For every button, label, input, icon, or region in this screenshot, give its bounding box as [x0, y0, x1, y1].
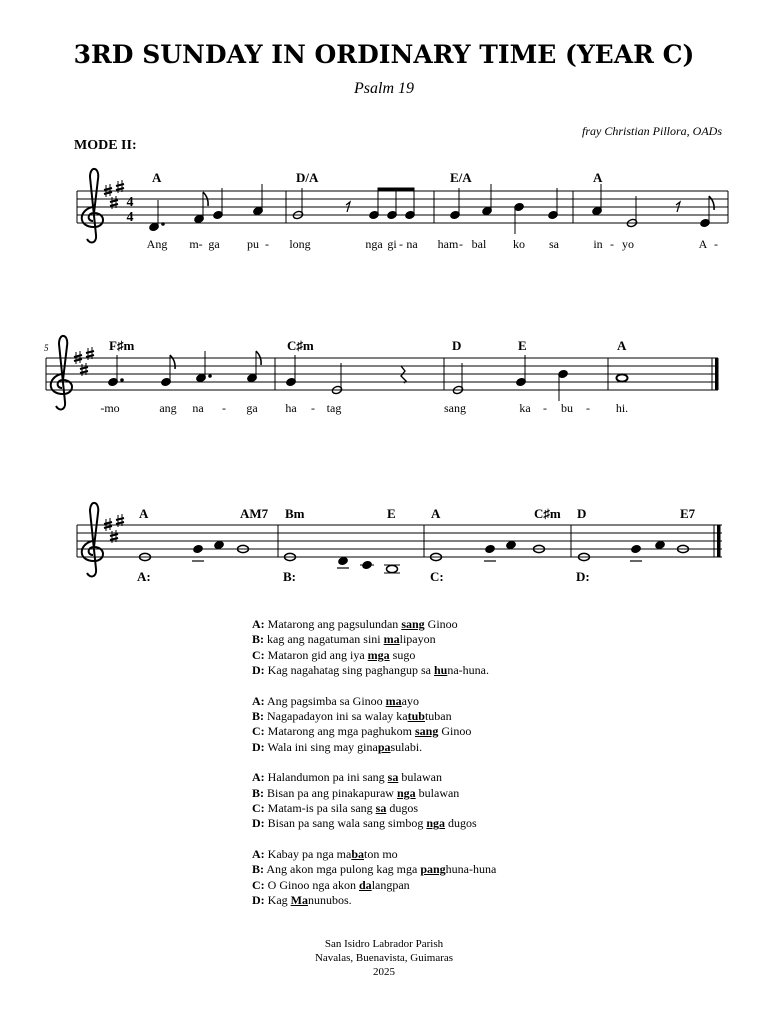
- svg-text:-mo: -mo: [100, 401, 120, 415]
- verse-label: B:: [283, 569, 296, 584]
- svg-text:bal: bal: [471, 237, 487, 251]
- psalm-verses: [252, 617, 496, 924]
- chord-symbol: E: [387, 506, 396, 521]
- page-title: 3RD SUNDAY IN ORDINARY TIME (YEAR C): [73, 40, 695, 69]
- treble-clef-icon: [82, 169, 103, 243]
- verse-line: [252, 663, 496, 678]
- verse-line-label: A:: [252, 693, 265, 708]
- verse-text: nunubos.: [308, 893, 352, 908]
- underlined-syllable: sang: [414, 724, 439, 739]
- verse-line: [252, 801, 496, 816]
- verse-text: Matam-is pa sila sang: [264, 801, 376, 816]
- svg-text:-: -: [610, 237, 614, 251]
- underlined-syllable: Ma: [290, 893, 308, 908]
- key-signature: [104, 180, 124, 209]
- svg-text:m-: m-: [189, 237, 203, 251]
- svg-text:ga: ga: [208, 237, 220, 251]
- svg-text:-: -: [586, 401, 590, 415]
- verse-text: lipayon: [399, 632, 436, 647]
- verse-line-label: D:: [252, 663, 265, 678]
- verse-text: Bisan pa ang pinakapuraw: [264, 785, 397, 800]
- verse-text: Matarong ang pagsulundan: [264, 617, 402, 631]
- underlined-syllable: nga: [426, 816, 446, 831]
- svg-text:ga: ga: [246, 401, 258, 415]
- verse-text: Ang akon mga pulong kag mga: [264, 862, 421, 877]
- chord-symbol: Bm: [285, 506, 305, 521]
- chord-symbol: C♯m: [287, 338, 314, 353]
- staff-system-3: [77, 503, 722, 584]
- verse-line: [252, 878, 496, 893]
- underlined-syllable: sang: [401, 617, 425, 631]
- svg-text:-: -: [714, 237, 718, 251]
- underlined-syllable: da: [359, 877, 372, 892]
- underlined-syllable: tub: [407, 709, 425, 724]
- verse-text: ayo: [401, 693, 419, 708]
- verse-text: tuban: [424, 709, 452, 724]
- svg-text:tag: tag: [326, 401, 342, 415]
- measure-number: 5: [44, 343, 49, 353]
- chord-symbol: D/A: [296, 170, 319, 185]
- svg-text:bu: bu: [561, 401, 573, 415]
- chord-symbol: D: [577, 506, 587, 521]
- svg-text:long: long: [289, 237, 311, 251]
- svg-text:4: 4: [126, 210, 134, 225]
- verse-text: huna-huna: [445, 862, 497, 877]
- svg-text:ha: ha: [285, 401, 297, 415]
- verse-text: Mataron gid ang iya: [264, 647, 368, 662]
- staff-lines: [46, 358, 718, 390]
- verse-text: Wala ini sing may gina: [264, 739, 378, 754]
- verse-text: Kag: [264, 893, 291, 908]
- svg-text:-: -: [265, 237, 269, 251]
- svg-text:sa: sa: [549, 237, 559, 251]
- chord-symbols: [152, 170, 603, 185]
- verse-line-label: C:: [252, 801, 265, 816]
- verse-text: sulabi.: [390, 739, 423, 754]
- svg-text:na: na: [192, 401, 204, 415]
- svg-text:-: -: [459, 237, 463, 251]
- underlined-syllable: pa: [377, 739, 391, 754]
- chord-symbol: E/A: [450, 170, 472, 185]
- underlined-syllable: pang: [420, 862, 446, 877]
- page-footer: [0, 937, 768, 979]
- verse-stanza: [252, 770, 496, 832]
- verse-line: [252, 694, 496, 709]
- staff-system-1: [77, 169, 728, 251]
- lyrics: [100, 401, 628, 415]
- svg-text:pu: pu: [247, 237, 259, 251]
- verse-line: [252, 648, 496, 663]
- chord-symbol: C♯m: [534, 506, 561, 521]
- verse-line: [252, 847, 496, 862]
- chord-symbol: A: [152, 170, 162, 185]
- underlined-syllable: sa: [387, 770, 399, 785]
- time-signature: [127, 195, 134, 225]
- verse-line-label: A:: [252, 846, 265, 861]
- verse-line-label: D:: [252, 893, 265, 908]
- verse-text: Ginoo: [424, 617, 458, 631]
- svg-text:-: -: [311, 401, 315, 415]
- underlined-syllable: ba: [351, 846, 364, 861]
- svg-text:ang: ang: [159, 401, 177, 415]
- svg-text:ham: ham: [437, 237, 459, 251]
- verse-line: [252, 893, 496, 908]
- svg-text:ko: ko: [513, 237, 525, 251]
- chord-symbol: A: [139, 506, 149, 521]
- underlined-syllable: nga: [396, 785, 416, 800]
- mode-label: MODE II:: [74, 138, 137, 153]
- svg-text:ka: ka: [519, 401, 531, 415]
- svg-text:Ang: Ang: [146, 237, 168, 251]
- final-barline: [715, 358, 719, 390]
- verse-line: [252, 862, 496, 877]
- verse-text: kag ang nagatuman sini: [264, 632, 384, 647]
- chord-symbol: D: [452, 338, 462, 353]
- page-subtitle: Psalm 19: [354, 80, 414, 97]
- verse-line-label: C:: [252, 724, 265, 739]
- svg-text:gi: gi: [387, 237, 397, 251]
- verse-text: Bisan pa sang wala sang simbog: [264, 816, 427, 831]
- staff-lines: [77, 525, 722, 557]
- verse-text: Nagapadayon ini sa walay ka: [264, 709, 408, 724]
- verse-line: [252, 632, 496, 647]
- verse-line-label: A:: [252, 617, 265, 631]
- verse-text: dugos: [445, 816, 477, 831]
- svg-text:yo: yo: [622, 237, 634, 251]
- verse-line-label: B:: [252, 862, 264, 877]
- chord-symbol: A: [431, 506, 441, 521]
- verse-stanza: [252, 847, 496, 909]
- verse-line: [252, 617, 496, 632]
- verse-line-label: B:: [252, 709, 264, 724]
- verse-label: D:: [576, 569, 590, 584]
- verse-text: Ginoo: [438, 724, 472, 739]
- svg-text:-: -: [543, 401, 547, 415]
- key-signature: [104, 514, 124, 543]
- footer-location: Navalas, Buenavista, Guimaras: [314, 952, 454, 964]
- verse-text: Kabay pa nga ma: [264, 846, 352, 861]
- verse-line-label: A:: [252, 770, 265, 785]
- verse-text: Ang pagsimba sa Ginoo: [264, 693, 386, 708]
- composer-credit: fray Christian Pillora, OADs: [581, 124, 722, 138]
- key-signature: [74, 347, 94, 376]
- verse-text: O Ginoo nga akon: [264, 877, 359, 892]
- verse-text: ton mo: [364, 846, 398, 861]
- svg-text:4: 4: [126, 195, 134, 210]
- verse-text: Matarong ang mga paghukom: [264, 724, 415, 739]
- chord-symbol: A: [593, 170, 603, 185]
- svg-text:in: in: [593, 237, 603, 251]
- verse-label: A:: [137, 569, 151, 584]
- svg-text:sang: sang: [444, 401, 466, 415]
- verse-line-label: B:: [252, 632, 264, 647]
- verse-text: na-huna.: [447, 663, 489, 678]
- verse-line-label: C:: [252, 877, 265, 892]
- verse-line-labels: [137, 569, 590, 584]
- verse-text: bulawan: [415, 785, 460, 800]
- chord-symbols: [109, 338, 627, 353]
- chord-symbol: F♯m: [109, 338, 135, 353]
- chord-symbol: E7: [680, 506, 696, 521]
- verse-line: [252, 786, 496, 801]
- verse-line-label: B:: [252, 785, 264, 800]
- footer-parish: San Isidro Labrador Parish: [324, 938, 444, 950]
- verse-line: [252, 770, 496, 785]
- verse-line: [252, 816, 496, 831]
- verse-text: sugo: [389, 647, 416, 662]
- underlined-syllable: ma: [383, 632, 400, 647]
- underlined-syllable: mga: [367, 647, 390, 662]
- verse-text: bulawan: [398, 770, 442, 785]
- svg-text:hi.: hi.: [615, 401, 629, 415]
- chord-symbols: [139, 506, 696, 521]
- verse-text: Kag nagahatag sing paghangup sa: [264, 663, 434, 678]
- chord-symbol: E: [518, 338, 527, 353]
- treble-clef-icon: [82, 503, 103, 577]
- final-barline: [717, 525, 721, 557]
- chord-symbol: A: [617, 338, 627, 353]
- treble-clef-icon: [51, 336, 72, 410]
- verse-line-label: D:: [252, 816, 265, 831]
- svg-text:A: A: [698, 237, 708, 251]
- svg-text:-: -: [399, 237, 403, 251]
- verse-text: langpan: [371, 877, 410, 892]
- svg-text:na: na: [406, 237, 418, 251]
- svg-text:nga: nga: [365, 237, 383, 251]
- svg-text:-: -: [222, 401, 226, 415]
- lyrics: [147, 237, 718, 251]
- verse-line: [252, 724, 496, 739]
- chord-symbol: AM7: [240, 506, 269, 521]
- staff-system-2: [44, 336, 719, 415]
- verse-stanza: [252, 617, 496, 679]
- verse-text: dugos: [386, 801, 418, 816]
- verse-line-label: C:: [252, 647, 265, 662]
- verse-line-label: D:: [252, 739, 265, 754]
- verse-text: Halandumon pa ini sang: [264, 770, 388, 785]
- verse-line: [252, 709, 496, 724]
- underlined-syllable: ma: [385, 693, 402, 708]
- verse-stanza: [252, 694, 496, 756]
- verse-label: C:: [430, 569, 444, 584]
- verse-line: [252, 740, 496, 755]
- staff-lines: [77, 191, 728, 223]
- underlined-syllable: hu: [433, 663, 448, 678]
- underlined-syllable: sa: [375, 801, 387, 816]
- footer-year: 2025: [373, 966, 395, 978]
